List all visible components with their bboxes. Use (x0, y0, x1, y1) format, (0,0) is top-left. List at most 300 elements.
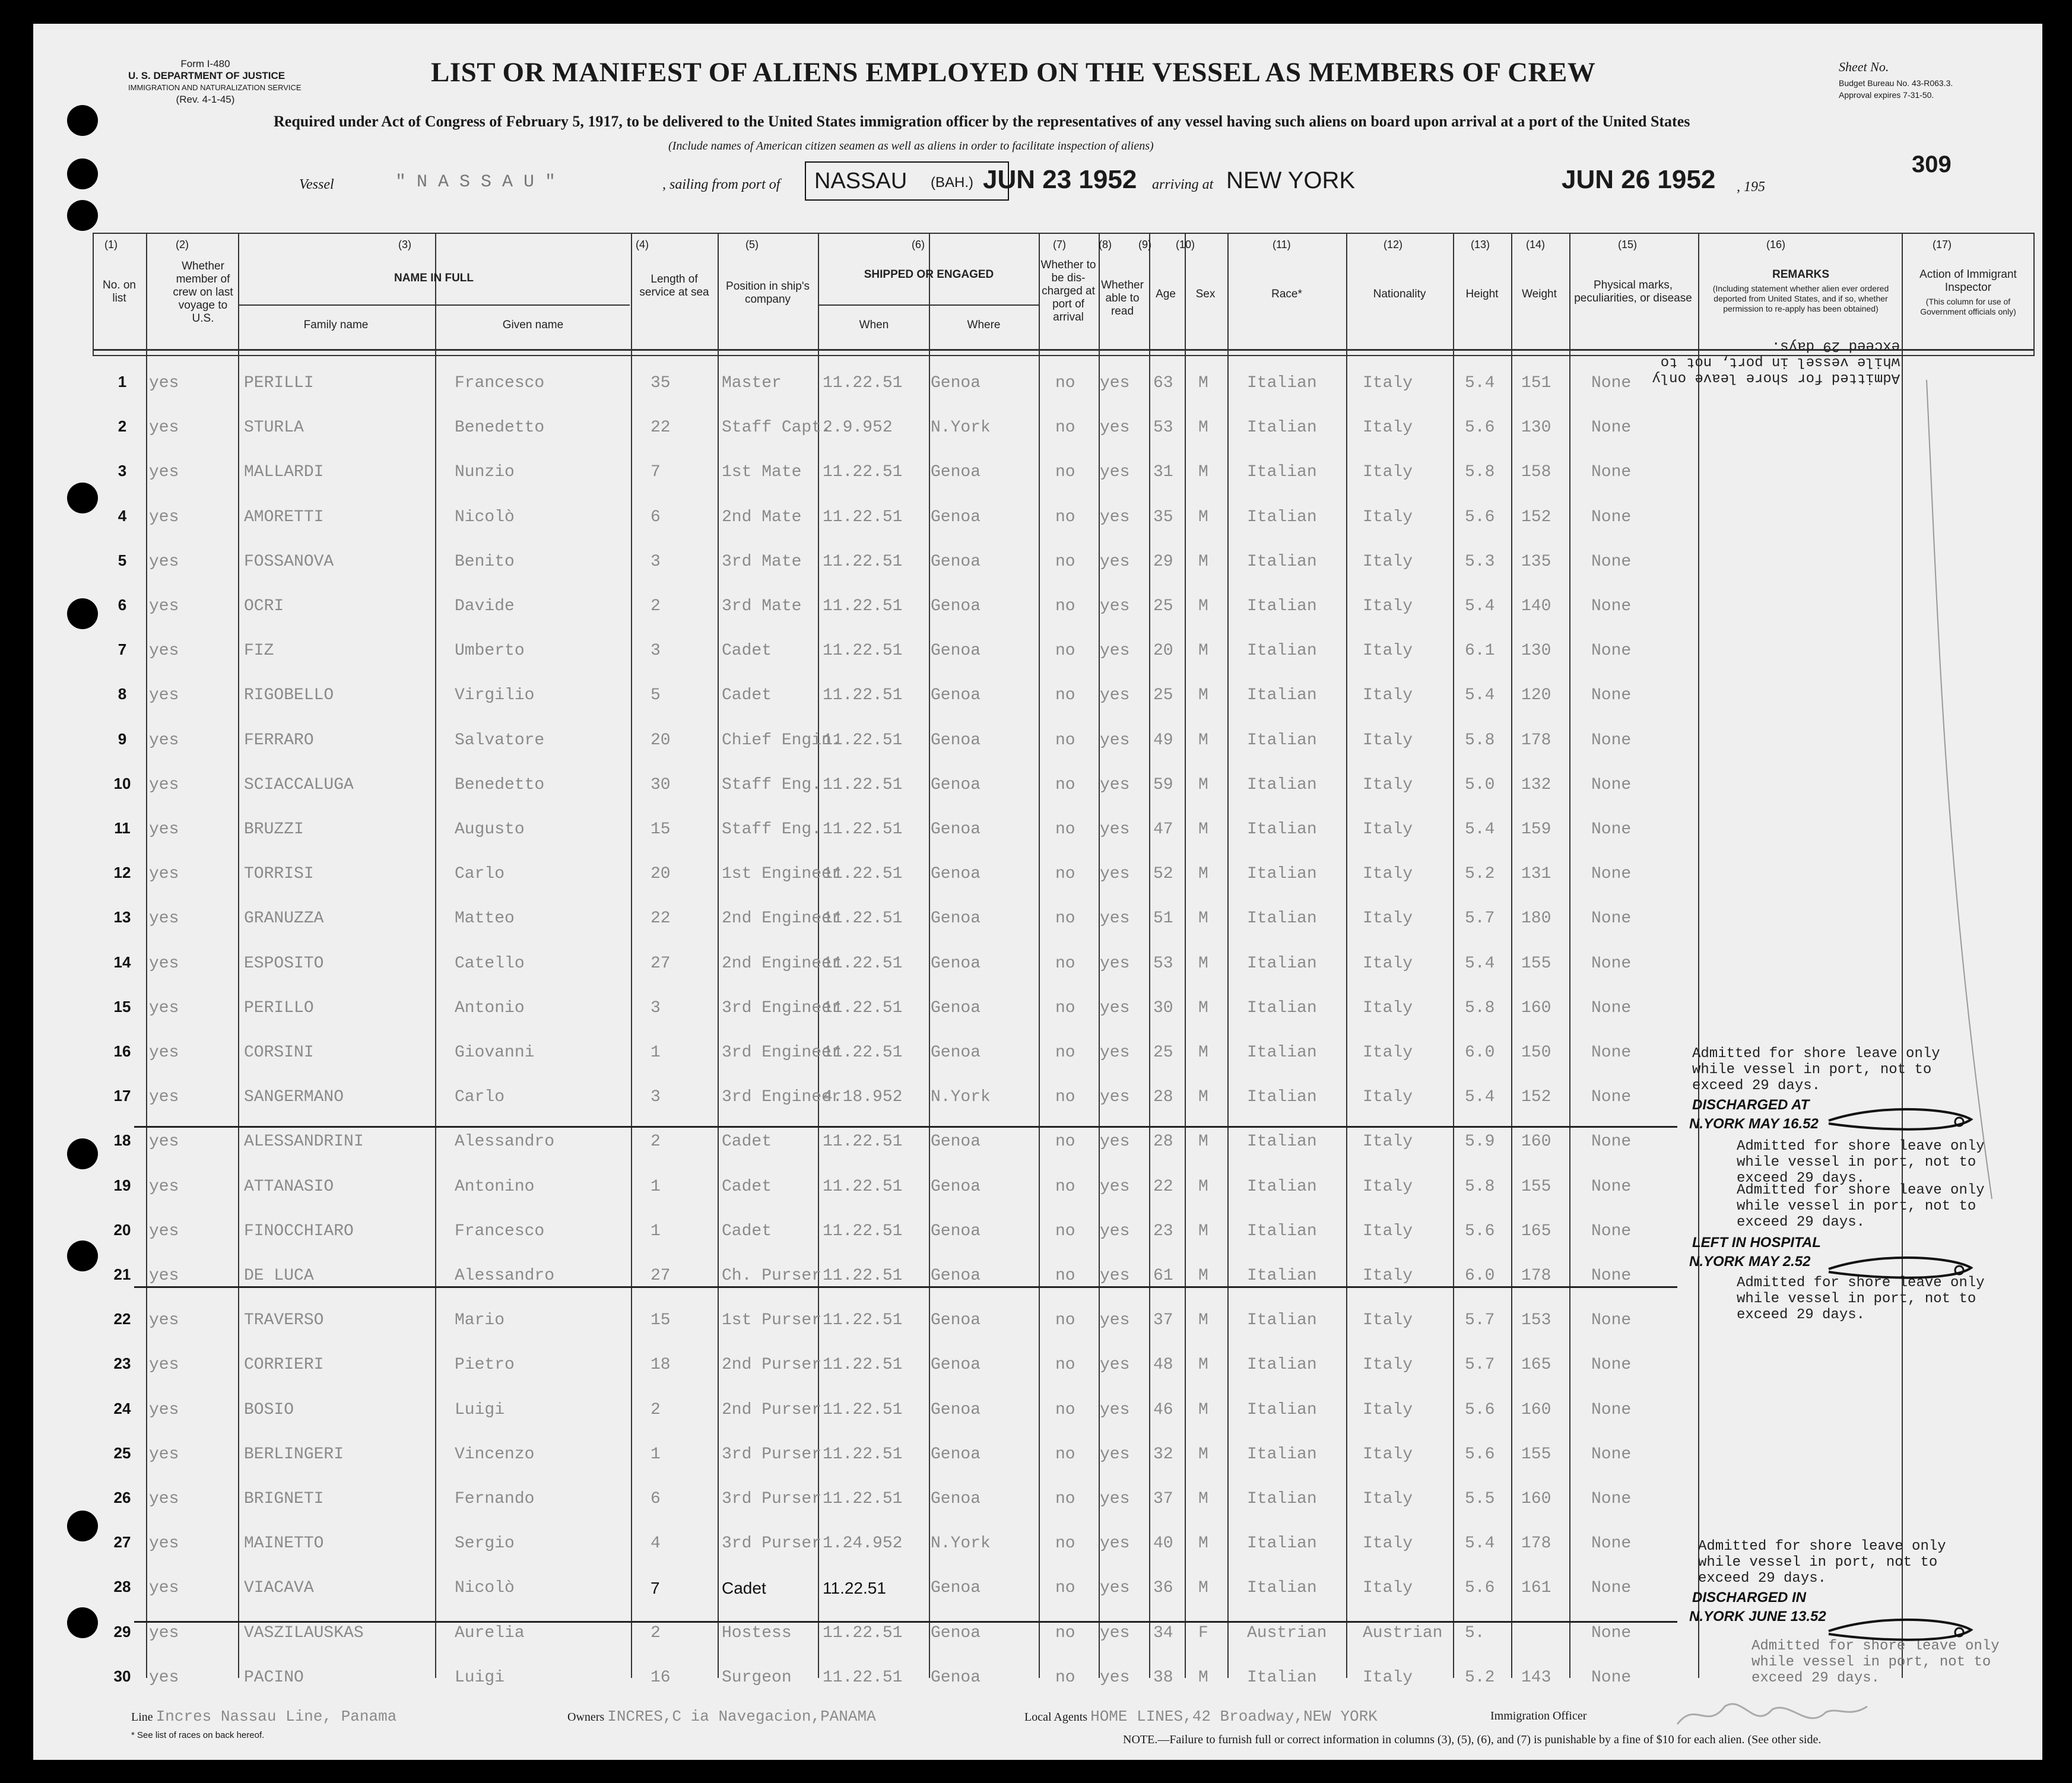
shipped-when: 11.22.51 (823, 909, 903, 928)
hdr-position: Position in ship's company (726, 280, 810, 306)
age: 20 (1153, 642, 1173, 661)
punch-hole (67, 158, 98, 189)
family-name: CORSINI (244, 1043, 314, 1062)
age: 52 (1153, 865, 1173, 884)
hdr-no-on-list: No. on list (103, 279, 136, 304)
nationality: Austrian (1363, 1623, 1443, 1642)
age: 48 (1153, 1356, 1173, 1375)
nationality: Italy (1363, 954, 1413, 973)
shipped-where: Genoa (931, 1222, 981, 1241)
shipped-where: Genoa (931, 1400, 981, 1419)
length-of-service: 2 (651, 1132, 661, 1151)
age: 47 (1153, 820, 1173, 839)
able-to-read: yes (1100, 1356, 1130, 1375)
vessel-label: Vessel (299, 177, 334, 192)
shipped-when: 11.22.51 (823, 642, 903, 661)
shipped-where: Genoa (931, 998, 981, 1017)
sailing-date-stamp: JUN 23 1952 (983, 165, 1137, 194)
given-name: Nicolò (455, 507, 515, 526)
given-name: Antonio (455, 998, 525, 1017)
shipped-when: 11.22.51 (823, 507, 903, 526)
shipped-where: Genoa (931, 1132, 981, 1151)
crew-last-voyage: yes (149, 1579, 179, 1598)
weight: 143 (1521, 1668, 1551, 1687)
family-name: MALLARDI (244, 463, 324, 482)
crew-last-voyage: yes (149, 954, 179, 973)
able-to-read: yes (1100, 775, 1130, 794)
hdr-nationality: Nationality (1373, 288, 1426, 300)
shipped-when: 11.22.51 (823, 1043, 903, 1062)
row-number: 23 (113, 1354, 131, 1373)
page-subtitle: Required under Act of Congress of February 5, 1917, to be delivered to the United States immigration officer by the representatives of any vessel having such aliens on board upon arrival at a port of the United States (274, 113, 1690, 130)
race: Austrian (1247, 1623, 1327, 1642)
weight: 178 (1521, 1534, 1551, 1553)
shipped-when: 11.22.51 (823, 1623, 903, 1642)
discharged: no (1055, 1490, 1075, 1508)
length-of-service: 6 (651, 1490, 661, 1508)
position: 3rd Purser (722, 1445, 822, 1464)
inspector-scribble-29 (1829, 1620, 1971, 1640)
length-of-service: 22 (651, 909, 671, 928)
physical-marks: None (1591, 1132, 1632, 1151)
length-of-service: 3 (651, 1088, 661, 1107)
age: 61 (1153, 1267, 1173, 1285)
family-name: TRAVERSO (244, 1311, 324, 1330)
length-of-service: 27 (651, 954, 671, 973)
age: 23 (1153, 1222, 1173, 1241)
shipped-where: Genoa (931, 1267, 981, 1285)
weight: 161 (1521, 1579, 1551, 1598)
position: 3rd Mate (722, 552, 802, 571)
shipped-when: 11.22.51 (823, 1579, 886, 1598)
nationality: Italy (1363, 1132, 1413, 1151)
length-of-service: 1 (651, 1445, 661, 1464)
position: 2nd Engineer (722, 954, 842, 973)
sex: M (1198, 731, 1208, 750)
remark-row-18-line-1: DISCHARGED AT (1692, 1097, 1810, 1113)
weight: 165 (1521, 1222, 1551, 1241)
hdr-race: Race* (1271, 288, 1302, 300)
punch-hole (67, 1138, 98, 1169)
discharged: no (1055, 1311, 1075, 1330)
discharged: no (1055, 463, 1075, 482)
sex: M (1198, 1668, 1208, 1687)
race: Italian (1247, 1400, 1317, 1419)
discharged: no (1055, 1222, 1075, 1241)
sex: M (1198, 998, 1208, 1017)
nationality: Italy (1363, 1267, 1413, 1285)
position: Cadet (722, 1177, 772, 1196)
col-num-16: (16) (1766, 239, 1786, 250)
length-of-service: 1 (651, 1043, 661, 1062)
column-rule (93, 233, 94, 356)
remark-row-21-line-1: LEFT IN HOSPITAL (1692, 1235, 1821, 1251)
age: 25 (1153, 597, 1173, 616)
given-name: Catello (455, 954, 525, 973)
given-name: Benedetto (455, 775, 545, 794)
shipped-when: 11.22.51 (823, 820, 903, 839)
discharged: no (1055, 1177, 1075, 1196)
given-name: Matteo (455, 909, 515, 928)
able-to-read: yes (1100, 686, 1130, 705)
discharged: no (1055, 954, 1075, 973)
family-name: RIGOBELLO (244, 686, 334, 705)
height: 5.6 (1465, 1400, 1495, 1419)
crew-last-voyage: yes (149, 507, 179, 526)
physical-marks: None (1591, 1088, 1632, 1107)
weight: 160 (1521, 998, 1551, 1017)
shipped-where: N.York (931, 1088, 991, 1107)
col-num-8: (8) (1099, 239, 1112, 250)
col-num-7: (7) (1053, 239, 1066, 250)
position: Cadet (722, 1579, 766, 1598)
able-to-read: yes (1100, 507, 1130, 526)
nationality: Italy (1363, 820, 1413, 839)
shipped-when: 11.22.51 (823, 1267, 903, 1285)
sex: M (1198, 1088, 1208, 1107)
family-name: TORRISI (244, 865, 314, 884)
nationality: Italy (1363, 1356, 1413, 1375)
weight: 132 (1521, 775, 1551, 794)
physical-marks: None (1591, 909, 1632, 928)
family-name: BRIGNETI (244, 1490, 324, 1508)
discharged: no (1055, 865, 1075, 884)
family-name: ALESSANDRINI (244, 1132, 364, 1151)
column-rule (1227, 233, 1229, 1678)
row-number: 25 (113, 1443, 131, 1462)
sheet-number-label: Sheet No. (1839, 59, 1889, 74)
weight: 120 (1521, 686, 1551, 705)
able-to-read: yes (1100, 1668, 1130, 1687)
shipped-when: 11.22.51 (823, 1132, 903, 1151)
sex: M (1198, 1534, 1208, 1553)
hdr-sex: Sex (1195, 288, 1216, 300)
family-name: CORRIERI (244, 1356, 324, 1375)
family-name: MAINETTO (244, 1534, 324, 1553)
race: Italian (1247, 775, 1317, 794)
discharged: no (1055, 820, 1075, 839)
sex: F (1198, 1623, 1208, 1642)
able-to-read: yes (1100, 597, 1130, 616)
age: 28 (1153, 1132, 1173, 1151)
length-of-service: 18 (651, 1356, 671, 1375)
given-name: Virgilio (455, 686, 535, 705)
race: Italian (1247, 1445, 1317, 1464)
col-num-1: (1) (104, 239, 118, 250)
age: 25 (1153, 686, 1173, 705)
hdr-where: Where (967, 319, 1001, 331)
family-name: PERILLO (244, 998, 314, 1017)
weight: 152 (1521, 1088, 1551, 1107)
row-number: 22 (113, 1310, 131, 1328)
age: 59 (1153, 775, 1173, 794)
discharged: no (1055, 1088, 1075, 1107)
punch-hole (67, 105, 98, 136)
age: 30 (1153, 998, 1173, 1017)
column-rule (238, 233, 239, 1678)
age: 40 (1153, 1534, 1173, 1553)
family-name: PACINO (244, 1668, 304, 1687)
height: 5.7 (1465, 1311, 1495, 1330)
physical-marks: None (1591, 1311, 1632, 1330)
able-to-read: yes (1100, 1400, 1130, 1419)
physical-marks: None (1591, 1579, 1632, 1598)
row-number: 15 (113, 997, 131, 1016)
able-to-read: yes (1100, 954, 1130, 973)
col-num-13: (13) (1471, 239, 1490, 250)
weight: 160 (1521, 1490, 1551, 1508)
discharged: no (1055, 686, 1075, 705)
shipped-where: Genoa (931, 1356, 981, 1375)
nationality: Italy (1363, 463, 1413, 482)
officer-label: Immigration Officer (1490, 1709, 1587, 1722)
shipped-when: 11.22.51 (823, 998, 903, 1017)
sex: M (1198, 820, 1208, 839)
height: 6.0 (1465, 1043, 1495, 1062)
col-num-2: (2) (176, 239, 189, 250)
position: Surgeon (722, 1668, 792, 1687)
sex: M (1198, 954, 1208, 973)
able-to-read: yes (1100, 865, 1130, 884)
age: 29 (1153, 552, 1173, 571)
height: 5.7 (1465, 1356, 1495, 1375)
sex: M (1198, 1400, 1208, 1419)
position: 1st Purser (722, 1311, 822, 1330)
shipped-when: 4.18.952 (823, 1088, 903, 1107)
race: Italian (1247, 1356, 1317, 1375)
officer-signature (1671, 1689, 1873, 1742)
given-name: Augusto (455, 820, 525, 839)
family-name: SCIACCALUGA (244, 775, 354, 794)
crew-last-voyage: yes (149, 1490, 179, 1508)
page-number: 309 (1912, 151, 1952, 177)
length-of-service: 15 (651, 1311, 671, 1330)
race: Italian (1247, 1490, 1317, 1508)
family-name: FERRARO (244, 731, 314, 750)
race: Italian (1247, 954, 1317, 973)
column-rule (1698, 233, 1699, 1678)
able-to-read: yes (1100, 1088, 1130, 1107)
physical-marks: None (1591, 552, 1632, 571)
column-rule (718, 233, 719, 1678)
row-number: 27 (113, 1533, 131, 1552)
nationality: Italy (1363, 642, 1413, 661)
discharged: no (1055, 1043, 1075, 1062)
family-name: VIACAVA (244, 1579, 314, 1598)
penalty-note: NOTE.—Failure to furnish full or correct information in columns (3), (5), (6), and (7) is punishable by a fine of $10 for each alien. (See other side. (1123, 1733, 1822, 1746)
row-number: 7 (118, 640, 127, 659)
physical-marks: None (1591, 998, 1632, 1017)
shipped-when: 2.9.952 (823, 418, 893, 437)
crew-last-voyage: yes (149, 775, 179, 794)
given-name: Luigi (455, 1400, 505, 1419)
given-name: Umberto (455, 642, 525, 661)
shipped-where: Genoa (931, 463, 981, 482)
punch-hole (67, 598, 98, 629)
family-name: PERILLI (244, 374, 314, 392)
sex: M (1198, 1177, 1208, 1196)
age: 32 (1153, 1445, 1173, 1464)
height: 5.2 (1465, 1668, 1495, 1687)
crew-last-voyage: yes (149, 998, 179, 1017)
shipped-when: 11.22.51 (823, 865, 903, 884)
able-to-read: yes (1100, 1222, 1130, 1241)
length-of-service: 1 (651, 1222, 661, 1241)
position: 2nd Engineer (722, 909, 842, 928)
able-to-read: yes (1100, 909, 1130, 928)
shipped-when: 11.22.51 (823, 1177, 903, 1196)
family-name: FIZ (244, 642, 274, 661)
race: Italian (1247, 1579, 1317, 1598)
length-of-service: 27 (651, 1267, 671, 1285)
length-of-service: 15 (651, 820, 671, 839)
position: Staff Eng. (722, 775, 822, 794)
length-of-service: 20 (651, 731, 671, 750)
discharged: no (1055, 1267, 1075, 1285)
family-name: FINOCCHIARO (244, 1222, 354, 1241)
remark-row-29-line-1: DISCHARGED IN (1692, 1590, 1807, 1606)
height: 5.6 (1465, 507, 1495, 526)
include-note: (Include names of American citizen seamen as well as aliens in order to facilitate inspection of aliens) (668, 139, 1154, 153)
position: 1st Engineer (722, 865, 842, 884)
given-name: Sergio (455, 1534, 515, 1553)
age: 46 (1153, 1400, 1173, 1419)
able-to-read: yes (1100, 552, 1130, 571)
height: 5.8 (1465, 1177, 1495, 1196)
race: Italian (1247, 1534, 1317, 1553)
column-rule (1185, 233, 1186, 1678)
shipped-where: Genoa (931, 552, 981, 571)
shipped-when: 11.22.51 (823, 463, 903, 482)
nationality: Italy (1363, 1668, 1413, 1687)
given-name: Luigi (455, 1668, 505, 1687)
row-number: 4 (118, 506, 127, 525)
remark-row-29-line-2: N.YORK JUNE 13.52 (1689, 1608, 1826, 1625)
crew-last-voyage: yes (149, 1668, 179, 1687)
shipped-where: Genoa (931, 954, 981, 973)
nationality: Italy (1363, 775, 1413, 794)
column-rule (1039, 233, 1040, 1678)
position: 3rd Engineer (722, 1088, 842, 1107)
shipped-when: 11.22.51 (823, 1490, 903, 1508)
given-name: Pietro (455, 1356, 515, 1375)
position: 3rd Engineer (722, 1043, 842, 1062)
given-name: Carlo (455, 1088, 505, 1107)
height: 5.6 (1465, 418, 1495, 437)
shipped-where: Genoa (931, 1623, 981, 1642)
shipped-where: N.York (931, 418, 991, 437)
crew-last-voyage: yes (149, 1311, 179, 1330)
shipped-when: 1.24.952 (823, 1534, 903, 1553)
discharged: no (1055, 909, 1075, 928)
age: 38 (1153, 1668, 1173, 1687)
sex: M (1198, 418, 1208, 437)
height: 5.6 (1465, 1445, 1495, 1464)
shipped-where: Genoa (931, 1177, 981, 1196)
discharged: no (1055, 1132, 1075, 1151)
height: 5.4 (1465, 1534, 1495, 1553)
shipped-where: Genoa (931, 909, 981, 928)
length-of-service: 3 (651, 552, 661, 571)
nationality: Italy (1363, 507, 1413, 526)
nationality: Italy (1363, 1222, 1413, 1241)
weight: 178 (1521, 1267, 1551, 1285)
shipped-where: Genoa (931, 686, 981, 705)
approval-expires: Approval expires 7-31-50. (1839, 90, 1934, 100)
column-rule (2033, 233, 2035, 356)
col-num-10: (10) (1176, 239, 1195, 250)
family-name: FOSSANOVA (244, 552, 334, 571)
length-of-service: 30 (651, 775, 671, 794)
sex: M (1198, 552, 1208, 571)
height: 5.6 (1465, 1222, 1495, 1241)
family-name: AMORETTI (244, 507, 324, 526)
height: 5.9 (1465, 1132, 1495, 1151)
punch-hole (67, 1511, 98, 1541)
able-to-read: yes (1100, 1311, 1130, 1330)
discharged: no (1055, 552, 1075, 571)
shipped-when: 11.22.51 (823, 1400, 903, 1419)
page-title: LIST OR MANIFEST OF ALIENS EMPLOYED ON THE VESSEL AS MEMBERS OF CREW (431, 57, 1596, 88)
nationality: Italy (1363, 731, 1413, 750)
row-number: 29 (113, 1622, 131, 1641)
column-rule (435, 233, 436, 1678)
sex: M (1198, 686, 1208, 705)
given-name: Carlo (455, 865, 505, 884)
given-name: Nicolò (455, 1579, 515, 1598)
age: 35 (1153, 507, 1173, 526)
height: 5.8 (1465, 463, 1495, 482)
discharged: no (1055, 1400, 1075, 1419)
crew-last-voyage: yes (149, 1400, 179, 1419)
physical-marks: None (1591, 597, 1632, 616)
given-name: Alessandro (455, 1267, 555, 1285)
arriving-label: arriving at (1152, 177, 1214, 192)
position: 2nd Purser (722, 1356, 822, 1375)
punch-hole (67, 1607, 98, 1638)
position: 3rd Purser (722, 1490, 822, 1508)
row-number: 26 (113, 1489, 131, 1506)
position: Hostess (722, 1623, 792, 1642)
length-of-service: 2 (651, 1623, 661, 1642)
port-stamp-box (805, 161, 1009, 201)
row-number: 17 (113, 1087, 131, 1105)
given-name: Benito (455, 552, 515, 571)
col-num-14: (14) (1526, 239, 1546, 250)
hdr-shipped-engaged: SHIPPED OR ENGAGED (864, 268, 994, 281)
physical-marks: None (1591, 1356, 1632, 1375)
able-to-read: yes (1100, 374, 1130, 392)
nationality: Italy (1363, 597, 1413, 616)
weight: 155 (1521, 1445, 1551, 1464)
position: Ch. Purser (722, 1267, 822, 1285)
discharged: no (1055, 374, 1075, 392)
column-rule (146, 233, 147, 1678)
col-num-9: (9) (1138, 239, 1151, 250)
column-rule (1569, 233, 1570, 1678)
year-suffix: , 195 (1737, 179, 1765, 195)
hdr-when: When (859, 319, 889, 331)
row-number: 9 (118, 729, 127, 748)
races-note: * See list of races on back hereof. (131, 1730, 265, 1740)
able-to-read: yes (1100, 642, 1130, 661)
discharged: no (1055, 1534, 1075, 1553)
row-number: 14 (113, 953, 131, 971)
age: 63 (1153, 374, 1173, 392)
shipped-when: 11.22.51 (823, 1668, 903, 1687)
nationality: Italy (1363, 909, 1413, 928)
able-to-read: yes (1100, 1267, 1130, 1285)
